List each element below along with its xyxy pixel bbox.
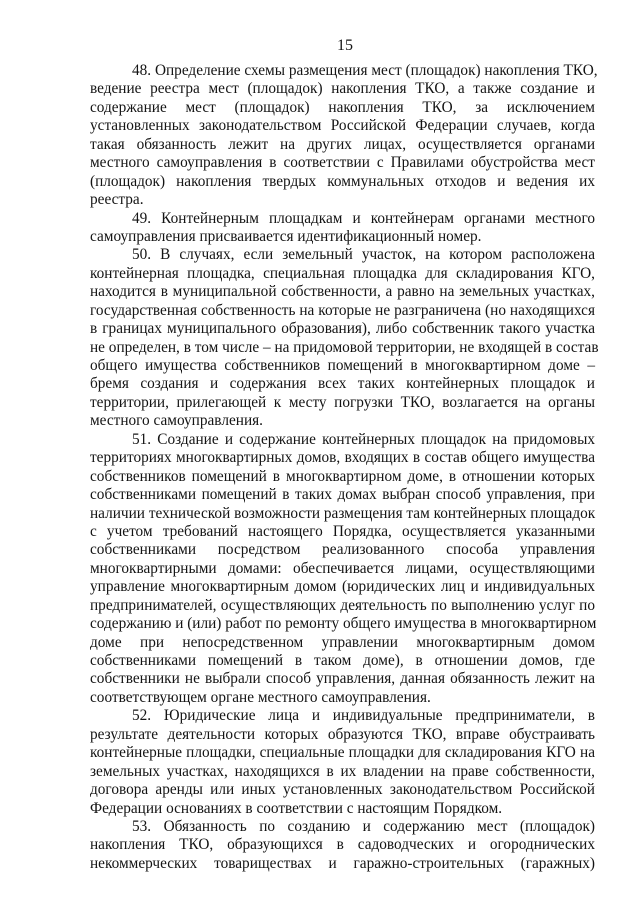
text-line: общего имущества собственников помещений в многоквартирном доме – bbox=[90, 357, 595, 374]
text-line: земельных участках, находящихся в их владении на праве собственности, bbox=[90, 762, 595, 780]
text-line: 49. Контейнерным площадкам и контейнерам органами местного bbox=[132, 209, 595, 227]
text-line: 48. Определение схемы размещения мест (площадок) накопления ТКО, bbox=[132, 62, 598, 79]
text-line: в границах муниципального образования), либо собственник такого участка bbox=[90, 320, 595, 338]
text-line: контейнерные площадки, специальные площадки для складирования КГО на bbox=[90, 744, 595, 762]
text-line: собственников помещений в многоквартирном доме, в отношении которых bbox=[90, 467, 595, 485]
document-body bbox=[90, 62, 599, 873]
paragraph-49 bbox=[90, 210, 595, 247]
text-line: не определен, в том числе – на придомовой территории, не входящей в состав bbox=[90, 338, 599, 356]
text-line: бремя создания и содержания всех таких контейнерных площадок и bbox=[90, 375, 595, 393]
paragraph-50 bbox=[90, 246, 599, 430]
text-line: территории, прилегающей к месту погрузки ТКО, возлагается на органы bbox=[90, 393, 595, 411]
text-line: такая обязанность лежит на других лицах, осуществляется органами bbox=[90, 135, 595, 153]
text-line: с учетом требований настоящего Порядка, осуществляется указанными bbox=[90, 522, 595, 540]
page-number: 15 bbox=[337, 37, 353, 54]
text-line: государственная собственность на которые не разграничена (но находящихся bbox=[90, 301, 595, 319]
paragraph-53 bbox=[90, 818, 595, 873]
text-line: самоуправления присваивается идентификационный номер. bbox=[90, 227, 482, 245]
text-line: соответствующем органе местного самоуправления. bbox=[90, 688, 431, 706]
text-line: 50. В случаях, если земельный участок, на котором расположена bbox=[132, 246, 595, 264]
text-line: 52. Юридические лица и индивидуальные предприниматели, в bbox=[132, 707, 595, 725]
text-line: 51. Создание и содержание контейнерных площадок на придомовых bbox=[132, 430, 595, 448]
text-line: содержанию и (или) работ по ремонту общего имущества в многоквартирном bbox=[90, 615, 597, 633]
text-line: собственниками помещений в таком доме), в отношении домов, где bbox=[90, 652, 595, 669]
text-line: (площадок) накопления твердых коммунальных отходов и ведения их bbox=[90, 172, 595, 190]
text-line: наличии технической возможности размещения там контейнерных площадок bbox=[90, 504, 596, 522]
text-line: установленных законодательством Российской Федерации случаев, когда bbox=[90, 117, 595, 135]
text-line: 53. Обязанность по созданию и содержанию мест (площадок) bbox=[132, 817, 595, 835]
text-line: договора аренды или иных установленных законодательством Российской bbox=[90, 781, 595, 799]
text-line: доме при непосредственном управлении многоквартирным домом bbox=[90, 633, 595, 651]
text-line: контейнерная площадка, специальная площадка для складирования КГО, bbox=[90, 264, 595, 282]
text-line: Федерации основаниях в соответствии с настоящим Порядком. bbox=[90, 799, 503, 817]
text-line: управление многоквартирным домом (юридических лиц и индивидуальных bbox=[90, 578, 595, 596]
text-line: многоквартирными домами: обеспечивается лицами, осуществляющими bbox=[90, 559, 595, 577]
text-line: находится в муниципальной собственности, а равно на земельных участках, bbox=[90, 283, 595, 301]
text-line: местного самоуправления. bbox=[90, 412, 263, 430]
text-line: ведение реестра мест (площадок) накопления ТКО, а также создание и bbox=[90, 80, 595, 98]
paragraph-51 bbox=[90, 431, 595, 708]
text-line: некоммерческих товариществах и гаражно-строительных (гаражных) bbox=[90, 854, 595, 872]
text-line: результате деятельности которых образуются ТКО, вправе обустраивать bbox=[90, 725, 595, 743]
text-line: предпринимателей, осуществляющих деятельность по выполнению услуг по bbox=[90, 596, 595, 614]
paragraph-48 bbox=[90, 62, 598, 210]
text-line: содержание мест (площадок) накопления ТКО, за исключением bbox=[90, 98, 595, 116]
text-line: местного самоуправления в соответствии с Правилами обустройства мест bbox=[90, 154, 595, 172]
text-line: накопления ТКО, образующихся в садоводческих и огороднических bbox=[90, 836, 595, 854]
text-line: собственниками посредством реализованного способа управления bbox=[90, 541, 595, 559]
text-line: реестра. bbox=[90, 191, 144, 209]
text-line: собственниками помещений в таких домах выбран способ управления, при bbox=[90, 486, 595, 504]
paragraph-52 bbox=[90, 707, 595, 818]
text-line: собственники не выбрали способ управления, данная обязанность лежит на bbox=[90, 670, 595, 688]
text-line: территориях многоквартирных домов, входящих в состав общего имущества bbox=[90, 449, 595, 467]
